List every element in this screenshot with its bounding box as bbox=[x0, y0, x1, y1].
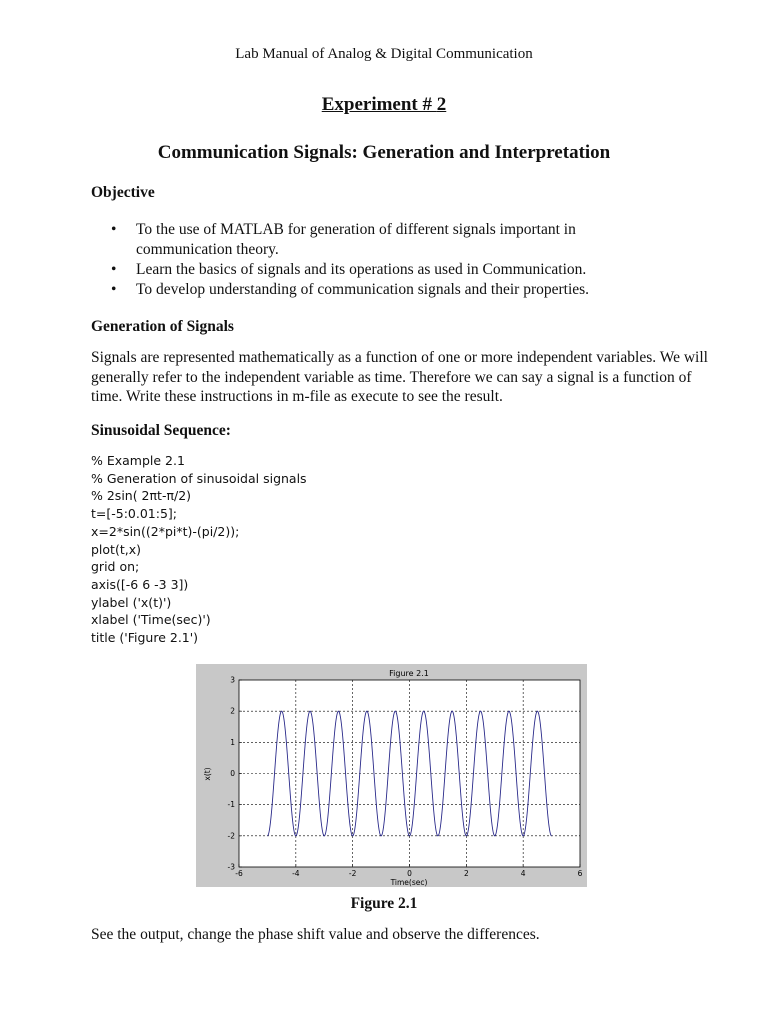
x-tick-label: 6 bbox=[577, 869, 583, 878]
y-tick-label: 0 bbox=[230, 769, 235, 778]
code-line: plot(t,x) bbox=[91, 541, 141, 557]
code-line: % 2sin( 2πt-π/2) bbox=[91, 488, 192, 504]
y-tick-label: 1 bbox=[230, 737, 235, 747]
objective-list bbox=[108, 220, 668, 300]
sinusoidal-heading: Sinusoidal Sequence: bbox=[91, 422, 231, 439]
y-tick-label: -3 bbox=[227, 862, 235, 872]
code-line: % Generation of sinusoidal signals bbox=[91, 470, 307, 486]
objective-item bbox=[108, 260, 668, 280]
generation-paragraph: Signals are represented mathematically as a function of one or more independent variables. We will generally refer to the independent variable as time. Therefore we can say a signal is a function of time. Write these instructions in m-file as execute to see the result. bbox=[91, 349, 708, 405]
y-tick-label: 2 bbox=[230, 706, 235, 716]
code-line: x=2*sin((2*pi*t)-(pi/2)); bbox=[91, 523, 240, 539]
code-line: xlabel ('Time(sec)') bbox=[91, 612, 211, 628]
bullet-icon: • bbox=[111, 281, 117, 298]
sine-chart bbox=[196, 664, 587, 887]
figure-panel bbox=[196, 664, 587, 887]
objective-item-text: To the use of MATLAB for generation of different signals important in communication theory. bbox=[136, 221, 576, 258]
generation-heading: Generation of Signals bbox=[91, 318, 234, 335]
code-line: % Example 2.1 bbox=[91, 453, 185, 468]
code-line: title ('Figure 2.1') bbox=[91, 630, 199, 646]
y-axis-label: x(t) bbox=[203, 767, 212, 781]
objective-item bbox=[108, 220, 668, 260]
bullet-icon: • bbox=[111, 221, 117, 238]
bullet-icon: • bbox=[111, 261, 117, 278]
code-line: t=[-5:0.01:5]; bbox=[91, 506, 178, 522]
objective-heading: Objective bbox=[91, 184, 155, 201]
experiment-prefix: Experiment # bbox=[321, 94, 437, 115]
chart-title: Figure 2.1 bbox=[389, 669, 429, 678]
code-block bbox=[91, 452, 307, 647]
code-line: axis([-6 6 -3 3]) bbox=[91, 576, 189, 592]
code-line: grid on; bbox=[91, 559, 140, 575]
x-tick-label: -6 bbox=[235, 869, 243, 878]
y-tick-label: 3 bbox=[230, 675, 235, 685]
x-tick-label: 0 bbox=[407, 869, 412, 878]
x-tick-label: 4 bbox=[520, 869, 526, 878]
y-tick-label: -1 bbox=[227, 800, 235, 810]
x-tick-label: 2 bbox=[463, 869, 469, 878]
x-tick-label: -4 bbox=[292, 869, 300, 878]
document-title: Communication Signals: Generation and Interpretation bbox=[157, 142, 611, 163]
objective-item bbox=[108, 280, 668, 300]
experiment-heading bbox=[0, 94, 768, 116]
y-tick-label: -2 bbox=[227, 831, 235, 841]
objective-item-text: To develop understanding of communication signals and their properties. bbox=[136, 281, 590, 298]
figure-caption: Figure 2.1 bbox=[350, 895, 418, 912]
x-tick-label: -2 bbox=[348, 869, 357, 878]
running-header: Lab Manual of Analog & Digital Communication bbox=[235, 46, 533, 62]
objective-item-text: Learn the basics of signals and its operations as used in Communication. bbox=[136, 261, 587, 278]
experiment-number: 2 bbox=[436, 94, 447, 115]
closing-instruction: See the output, change the phase shift value and observe the differences. bbox=[91, 926, 540, 943]
code-line: ylabel ('x(t)') bbox=[91, 594, 172, 610]
x-axis-label: Time(sec) bbox=[390, 878, 428, 887]
